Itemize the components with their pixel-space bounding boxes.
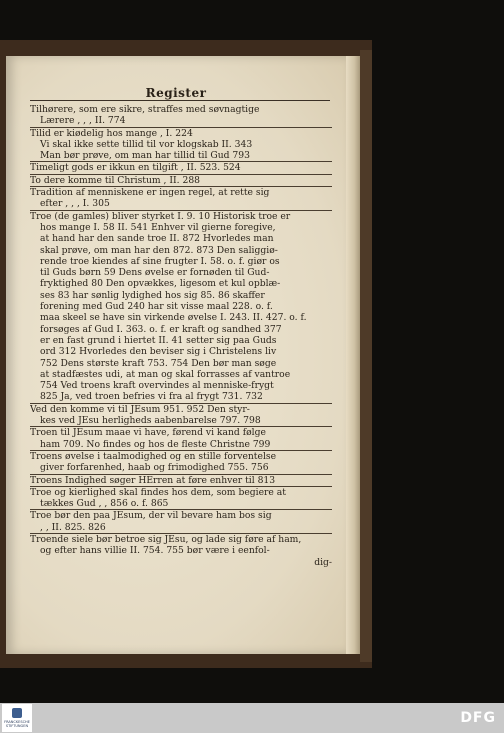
text-line: og efter hans villie II. 754. 755 bør være i eenfol- [40, 545, 270, 557]
text-line: skal prøve, om man har den 872. 873 Den saliggiø- [40, 244, 278, 256]
text-line: Vi skal ikke sette tillid til vor klogskab II. 343 [40, 138, 253, 150]
text-line: at hand har den sande troe II. 872 Hvorledes man [40, 233, 274, 245]
text-line: 825 Ja, ved troen befries vi fra al frygt 731. 732 [30, 391, 332, 403]
text-line: Lærere , , , II. 774 [30, 115, 332, 127]
text-line: Troe bør den paa JEsum, der vil bevare ham bos sig [30, 510, 272, 522]
text-line: rende troe kiendes af sine frugter I. 58. o. f. giør os [40, 255, 280, 267]
text-line: Tradition af menniskene er ingen regel, at rette sig [30, 187, 270, 199]
logo-text: FRANCKESCHE STIFTUNGEN [4, 720, 30, 728]
text-line: Tilid er kiødelig hos mange , I. 224 [30, 127, 193, 139]
text-line: forening med Gud 240 har sit visse maal 228. o. f. [40, 301, 273, 313]
francke-logo[interactable] [2, 704, 32, 732]
dfg-logo[interactable]: DFG [460, 710, 496, 726]
text-line: Troe og kierlighed skal findes hos dem, som begiere at [30, 486, 286, 498]
page-stack-edge [346, 56, 360, 654]
text-line: forsøges af Gud I. 363. o. f. er kraft og sandhed 377 [40, 323, 282, 335]
text-line: Tilhørere, som ere sikre, straffes med søvnagtige [30, 104, 260, 115]
text-line: ses 83 har sønlig lydighed hos sig 85. 86 skaffer [40, 289, 265, 301]
page-header: Register [145, 86, 207, 100]
text-line: Troen til JEsum maae vi have, førend vi kand følge [30, 427, 266, 439]
text-line: To dere komme til Christum , II. 288 [30, 175, 332, 187]
text-line: Timeligt gods er ikkun en tilgift , II. 523. 524 [30, 162, 332, 174]
text-line: 754 Ved troens kraft overvindes al menniske-frygt [40, 380, 274, 392]
text-line: , , II. 825. 826 [30, 522, 332, 534]
text-line: Troens øvelse i taalmodighed og en stille forventelse [30, 450, 277, 462]
text-line: Troende siele bør betroe sig JEsu, og lade sig føre af ham, [30, 533, 302, 545]
text-line: Troe (de gamles) bliver styrket I. 9. 10 Historisk troe er [30, 210, 291, 222]
text-line: fryktighed 80 Den opvækkes, ligesom et kul opblæ- [40, 278, 281, 290]
text-line: ham 709. No findes og hos de fleste Christne 799 [30, 439, 332, 451]
text-line: Ved den komme vi til JEsum 951. 952 Den styr- [30, 403, 250, 415]
text-line: at stadfæstes udi, at man og skal forrasses af vantroe [40, 368, 291, 380]
text-line: 752 Dens største kraft 753. 754 Den bør man søge [40, 357, 277, 369]
francke-logo-icon [12, 708, 22, 718]
viewer-footer-bar [0, 703, 504, 733]
text-line: tækkes Gud , , 856 o. f. 865 [30, 498, 332, 510]
book-spine-edge [360, 50, 372, 662]
text-line: Man bør prøve, om man har tillid til Gud 793 [30, 150, 332, 162]
text-line: efter , , , I. 305 [30, 198, 332, 210]
text-line: er en fast grund i hiertet II. 41 setter sig paa Guds [40, 334, 277, 346]
text-line: til Guds børn 59 Dens øvelse er fornøden til Gud- [40, 267, 270, 279]
book-page [6, 56, 346, 654]
text-line: giver forfarenhed, haab og frimodighed 755. 756 [30, 462, 332, 474]
text-line: hos mange I. 58 II. 541 Enhver vil gierne foregive, [40, 221, 276, 233]
header-rule [30, 100, 330, 101]
text-line: dig- [314, 556, 332, 568]
text-line: maa skeel se have sin virkende øvelse I. 243. II. 427. o. f. [40, 312, 307, 324]
text-line: ord 312 Hvorledes den beviser sig i Christelens liv [40, 346, 277, 358]
text-line: kes ved JEsu herligheds aabenbarelse 797. 798 [30, 415, 332, 427]
text-line: Troens Indighed søger HErren at føre enhver til 813 [30, 475, 332, 487]
register-text [30, 104, 332, 568]
